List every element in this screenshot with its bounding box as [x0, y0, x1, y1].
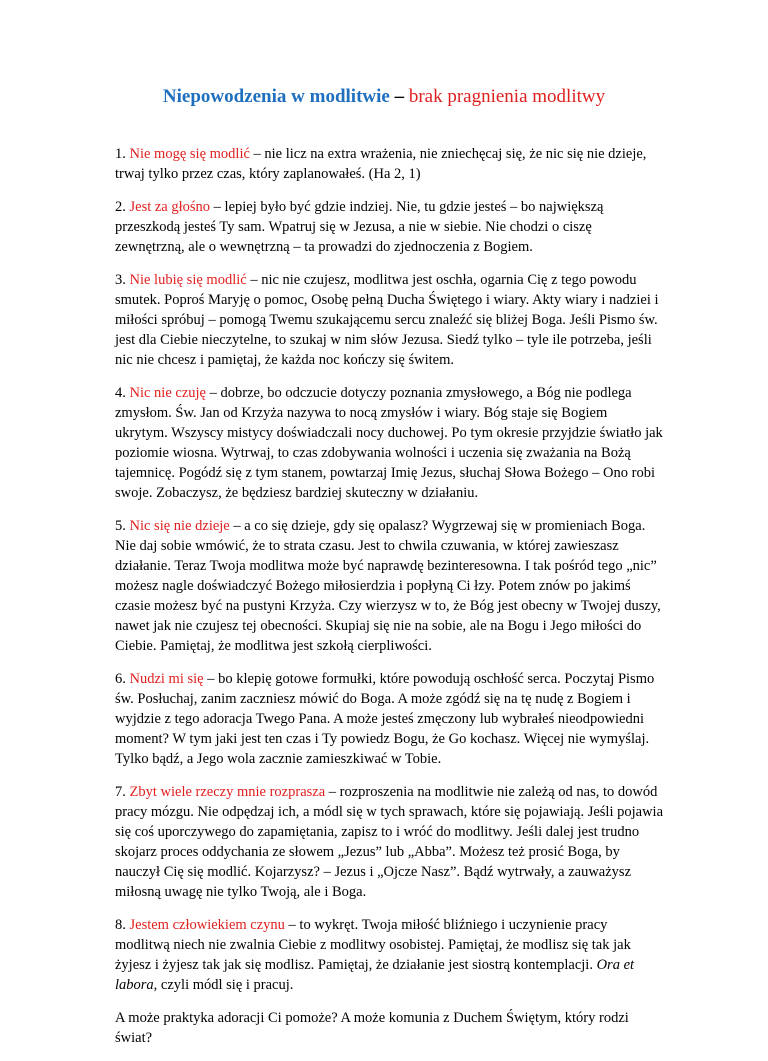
item-text: – nic nie czujesz, modlitwa jest oschła, ogarnia Cię z tego powodu smutek. Poproś Maryję o pomoc, Osobę pełną Ducha Świętego i wiary. Akty wiary i nadziei i miłości spróbuj – pomogą Twemu szukającemu sercu znaleźć się bliżej Boga. Jeśli Pismo św. jest dla Ciebie nieczytelne, to szukaj w nim słów Jezusa. Siedź tylko – tyle ile potrzeba, jeśli nic nie chcesz i pamiętaj, że każda noc kończy się świtem. [115, 272, 659, 368]
item-heading: Nie lubię się modlić [129, 272, 247, 288]
item-text: – nie licz na extra wrażenia, nie zniechęcaj się, że nic się nie dzieje, trwaj tylko przez czas, który zaplanowałeś. (Ha 2, 1) [115, 146, 647, 182]
item-heading: Zbyt wiele rzeczy mnie rozprasza [129, 784, 326, 800]
item-text: – to wykręt. Twoja miłość bliźniego i uczynienie pracy modlitwą niech nie zwalnia Ciebie z modlitwy osobistej. Pamiętaj, że modlisz się tak jak żyjesz i żyjesz tak jak się modlisz. Pamiętaj, że działanie jest siostrą kontemplacji. [115, 917, 631, 973]
item-heading: Nie mogę się modlić [129, 146, 250, 162]
item-text: – lepiej było być gdzie indziej. Nie, tu gdzie jesteś – bo największą przeszkodą jesteś Ty sam. Wpatruj się w Jezusa, a nie w siebie. Nie chodzi o ciszę zewnętrzną, ale o wewnętrzną – ta prowadzi do zjednoczenia z Bogiem. [115, 199, 604, 255]
paragraph-3 [115, 270, 663, 370]
paragraph-7 [115, 782, 663, 902]
item-number: 7. [115, 784, 130, 800]
item-number: 4. [115, 385, 130, 401]
paragraph-8 [115, 915, 663, 995]
item-number: 5. [115, 518, 130, 534]
page-title [0, 85, 768, 109]
item-heading: Nudzi mi się [129, 671, 204, 687]
item-heading: Nic nie czuję [129, 385, 206, 401]
item-text: – bo klepię gotowe formułki, które powodują oschłość serca. Poczytaj Pismo św. Posłuchaj, zanim zaczniesz mówić do Boga. A może zgódź się na tę nudę z Bogiem i wyjdzie z tego adoracja Twego Pana. A może jesteś zmęczony lub wybrałeś nieodpowiedni moment? W tym jaki jest ten czas i Ty powiedz Bogu, że Go kochasz. Więcej nie wymyślaj. Tylko bądź, a Jego wola zacznie zamieszkiwać w Tobie. [115, 671, 655, 767]
paragraph-4 [115, 383, 663, 503]
paragraph-2 [115, 197, 663, 257]
item-number: 6. [115, 671, 130, 687]
item-heading: Jest za głośno [129, 199, 211, 215]
title-subtitle: brak pragnienia modlitwy [408, 86, 606, 107]
item-text-end: , czyli módl się i pracuj. [153, 977, 294, 993]
latin-phrase: Ora et labora [115, 957, 635, 993]
item-heading: Jestem człowiekiem czynu [129, 917, 285, 933]
closing-paragraph: A może praktyka adoracji Ci pomoże? A może komunia z Duchem Świętym, który rodzi świat? [115, 1010, 629, 1046]
item-number: 1. [115, 146, 130, 162]
paragraph-5 [115, 516, 663, 656]
document-body [115, 144, 663, 1061]
paragraph-6 [115, 669, 663, 769]
title-dash: – [389, 86, 409, 107]
item-number: 2. [115, 199, 130, 215]
item-number: 8. [115, 917, 130, 933]
title-main: Niepowodzenia w modlitwie [162, 86, 390, 107]
paragraph-1 [115, 144, 663, 184]
item-number: 3. [115, 272, 130, 288]
item-heading: Nic się nie dzieje [129, 518, 230, 534]
item-text: – a co się dzieje, gdy się opalasz? Wygrzewaj się w promieniach Boga. Nie daj sobie wmówić, że to strata czasu. Jest to chwila czuwania, w której zawieszasz działanie. Teraz Twoja modlitwa może być naprawdę bezinteresowna. I tak pośród tego „nic” możesz nagle doświadczyć Bożego miłosierdzia i popłyną Ci łzy. Potem znów po jakimś czasie możesz być na pustyni Krzyża. Czy wierzysz w to, że Bóg jest obecny w Twojej duszy, nawet jak nie czujesz tej obecności. Skupiaj się nie na sobie, ale na Bogu i Jego miłości do Ciebie. Pamiętaj, że modlitwa jest szkołą cierpliwości. [115, 518, 661, 654]
item-text: – rozproszenia na modlitwie nie zależą od nas, to dowód pracy mózgu. Nie odpędzaj ich, a módl się w tych sprawach, które się pojawiają. Jeśli pojawia się coś uporczywego do zapamiętania, zapisz to i wróć do modlitwy. Jeśli dalej jest trudno skojarz proces oddychania ze słowem „Jezus” lub „Abba”. Możesz też prosić Boga, by nauczył Cię się modlić. Kojarzysz? – Jezus i „Ojcze Nasz”. Bądź wytrwały, a zauważysz miłosną uwagę nie tylko Twoją, ale i Boga. [115, 784, 664, 900]
item-text: – dobrze, bo odczucie dotyczy poznania zmysłowego, a Bóg nie podlega zmysłom. Św. Jan od Krzyża nazywa to nocą zmysłów i wiary. Bóg staje się Bogiem ukrytym. Wszyscy mistycy doświadczali nocy duchowej. Po tym okresie przyjdzie światło jak poziomie wiosna. Wytrwaj, to czas zdobywania wolności i uczenia się zważania na Bożą tajemnicę. Pogódź się z tym stanem, powtarzaj Imię Jezus, słuchaj Słowa Bożego – Ono robi swoje. Zobaczysz, że będziesz bardziej skuteczny w działaniu. [115, 385, 663, 501]
